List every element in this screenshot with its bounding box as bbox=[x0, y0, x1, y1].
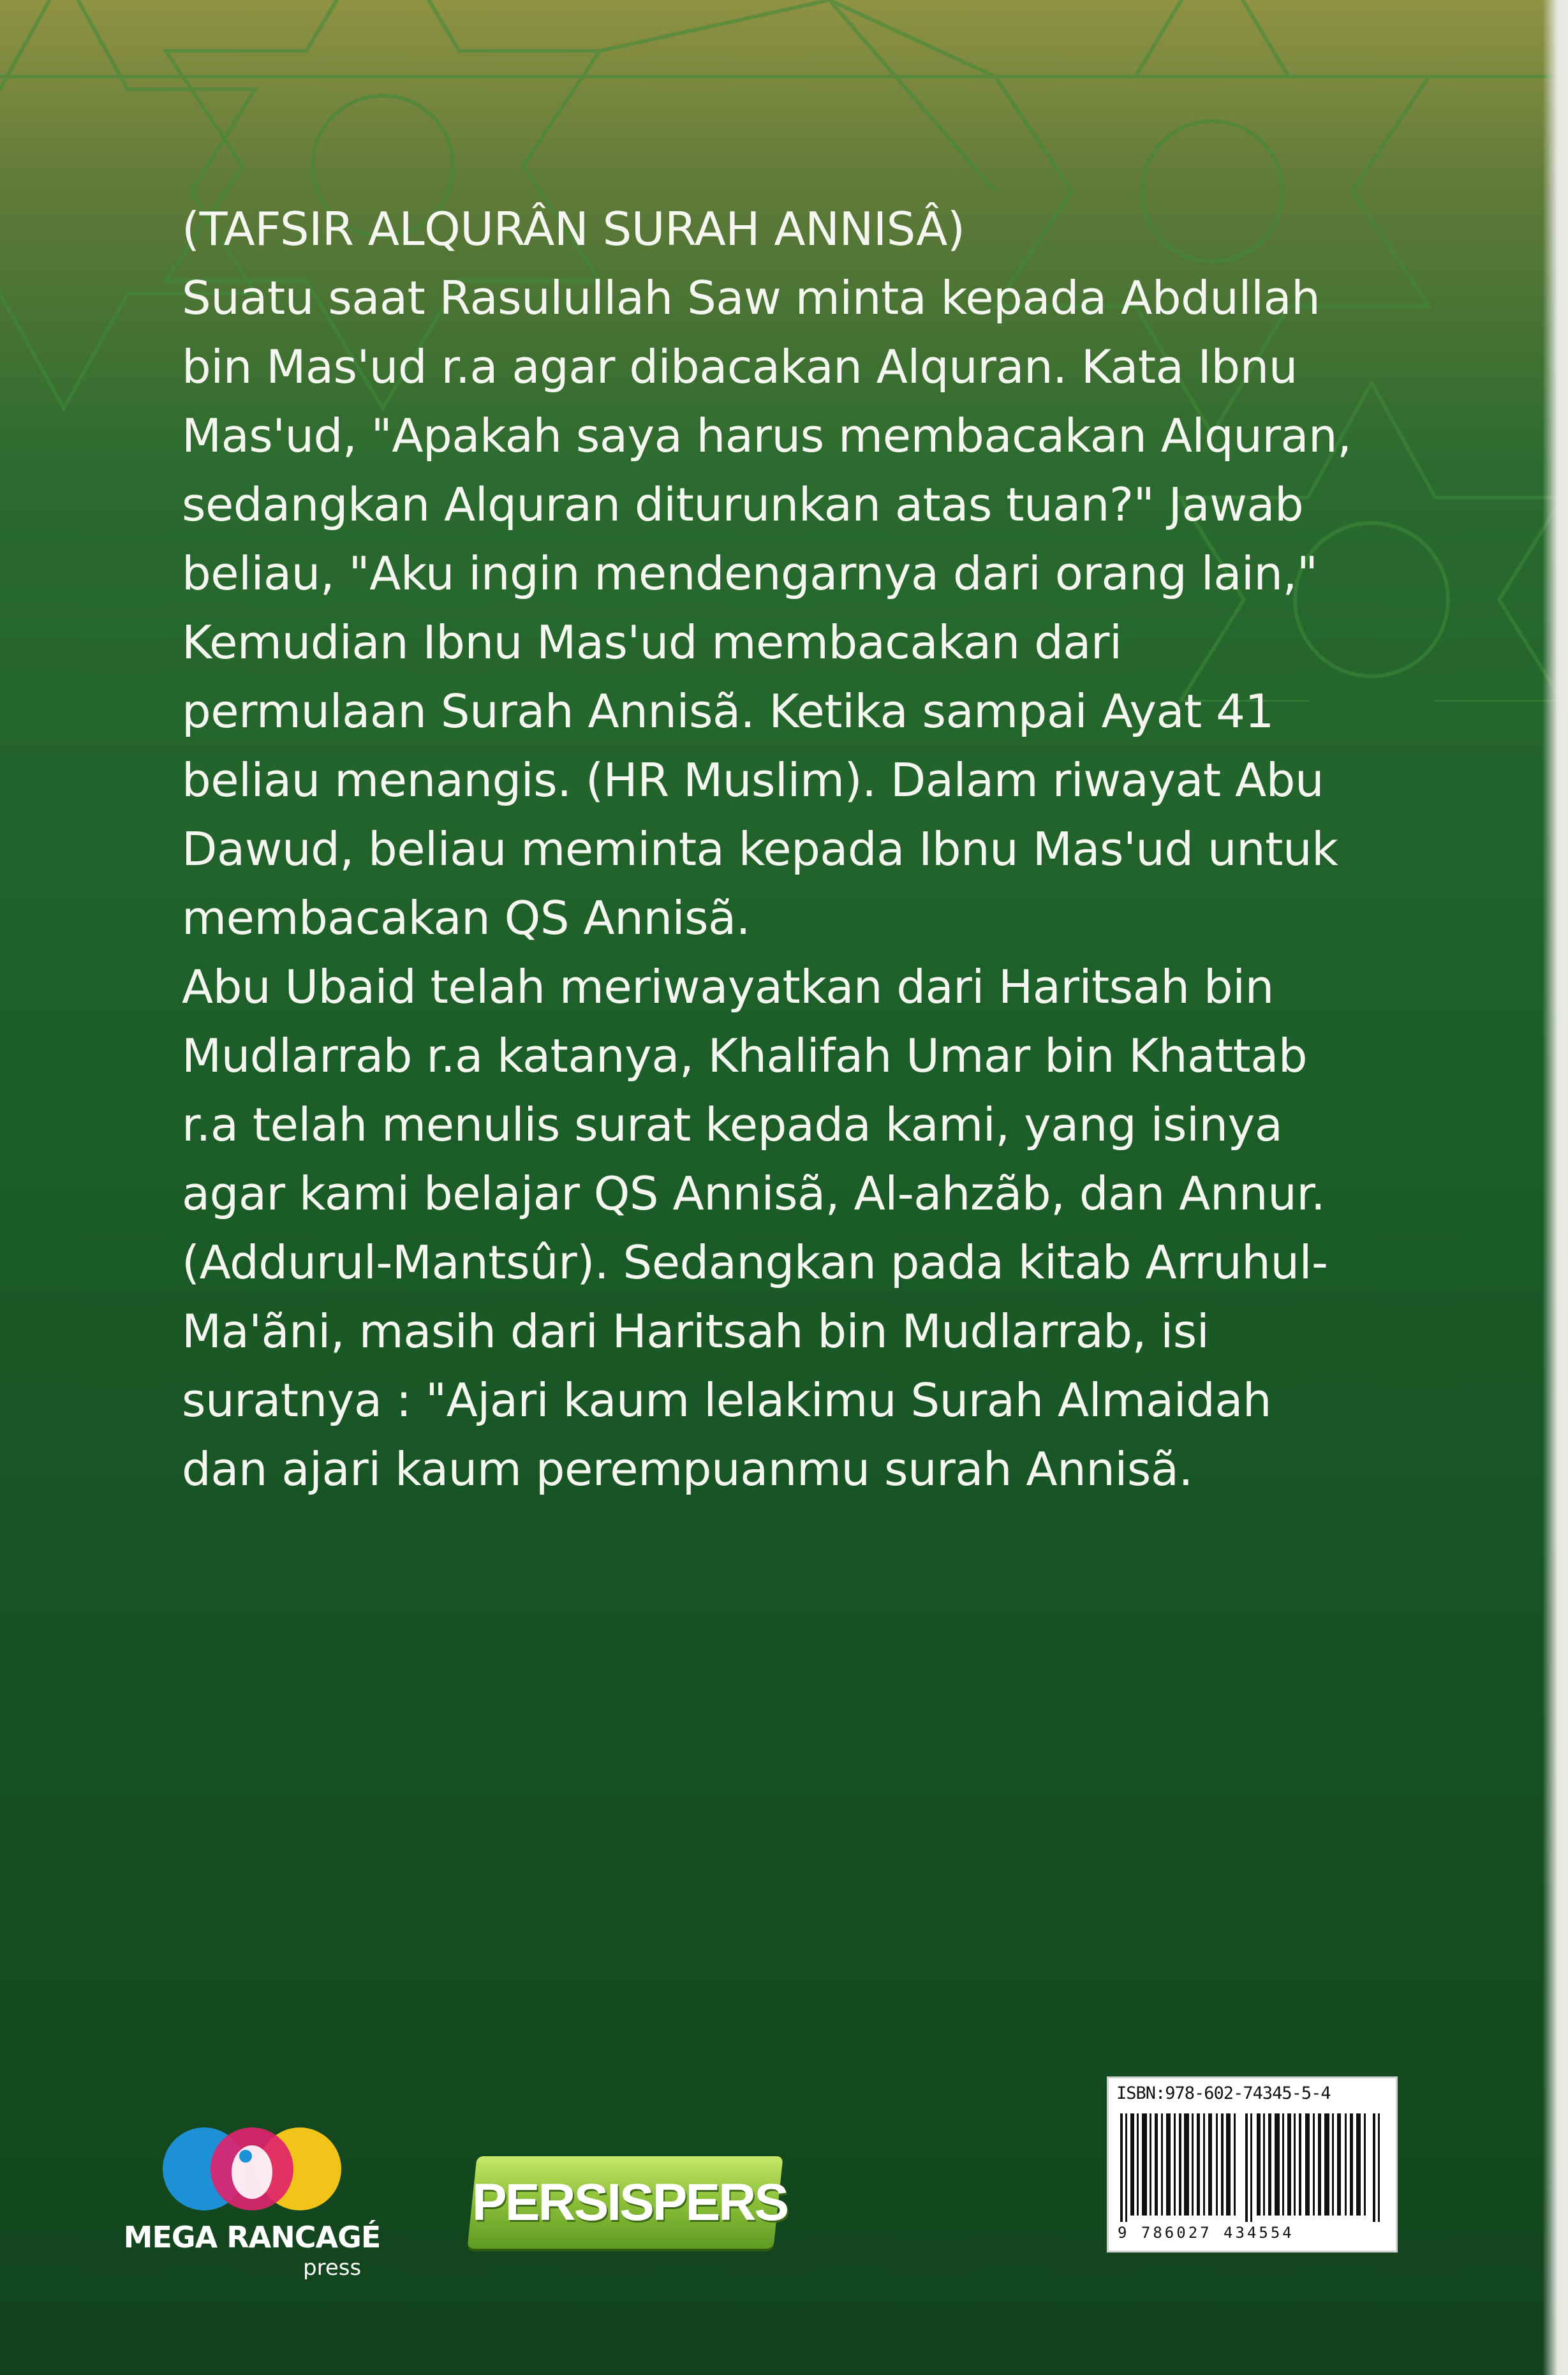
blurb-line: permulaan Surah Annisã. Ketika sampai Ayat 41 bbox=[182, 684, 1274, 738]
barcode-digits: 9 786027 434554 bbox=[1118, 2224, 1294, 2242]
persispers-logo bbox=[467, 2156, 788, 2249]
blurb-line: Suatu saat Rasulullah Saw minta kepada Abdullah bbox=[182, 271, 1320, 325]
isbn-barcode bbox=[1107, 2076, 1398, 2253]
mega-rancage-logo bbox=[118, 2115, 386, 2281]
blurb-line: Mudlarrab r.a katanya, Khalifah Umar bin Khattab bbox=[182, 1029, 1308, 1083]
blurb-line: agar kami belajar QS Annisã, Al-ahzãb, dan Annur. bbox=[182, 1167, 1326, 1220]
blurb-line: Mas'ud, "Apakah saya harus membacakan Alquran, bbox=[182, 409, 1352, 462]
blurb-line: Dawud, beliau meminta kepada Ibnu Mas'ud untuk bbox=[182, 822, 1338, 876]
blurb-line: beliau, "Aku ingin mendengarnya dari orang lain," bbox=[182, 547, 1318, 600]
blurb-line: Abu Ubaid telah meriwayatkan dari Haritsah bin bbox=[182, 960, 1274, 1014]
publisher-sub: press bbox=[303, 2255, 362, 2281]
back-cover-blurb bbox=[182, 195, 1394, 1504]
isbn-label: ISBN:978-602-74345-5-4 bbox=[1116, 2083, 1331, 2103]
blurb-line: sedangkan Alquran diturunkan atas tuan?" Jawab bbox=[182, 478, 1304, 531]
blurb-line: membacakan QS Annisã. bbox=[182, 891, 750, 945]
barcode-bars-icon bbox=[1120, 2113, 1384, 2222]
blurb-line: Kemudian Ibnu Mas'ud membacakan dari bbox=[182, 616, 1122, 669]
imprint-name: PERSISPERS bbox=[472, 2173, 788, 2231]
blurb-line: (Addurul-Mantsûr). Sedangkan pada kitab Arruhul- bbox=[182, 1236, 1328, 1289]
page-edge bbox=[1542, 0, 1568, 2375]
blurb-line: suratnya : "Ajari kaum lelakimu Surah Almaidah bbox=[182, 1373, 1272, 1427]
blurb-line: bin Mas'ud r.a agar dibacakan Alquran. Kata Ibnu bbox=[182, 340, 1298, 394]
blurb-line: Ma'ãni, masih dari Haritsah bin Mudlarrab, isi bbox=[182, 1305, 1209, 1358]
mega-rancage-circles-icon bbox=[156, 2121, 348, 2217]
publisher-name: MEGA RANCAGÉ bbox=[123, 2220, 381, 2254]
blurb-line: dan ajari kaum perempuanmu surah Annisã. bbox=[182, 1442, 1193, 1496]
blurb-line: beliau menangis. (HR Muslim). Dalam riwayat Abu bbox=[182, 753, 1324, 807]
blurb-heading: (TAFSIR ALQURÂN SURAH ANNISÂ) bbox=[182, 202, 965, 256]
blurb-line: r.a telah menulis surat kepada kami, yang isinya bbox=[182, 1098, 1283, 1151]
